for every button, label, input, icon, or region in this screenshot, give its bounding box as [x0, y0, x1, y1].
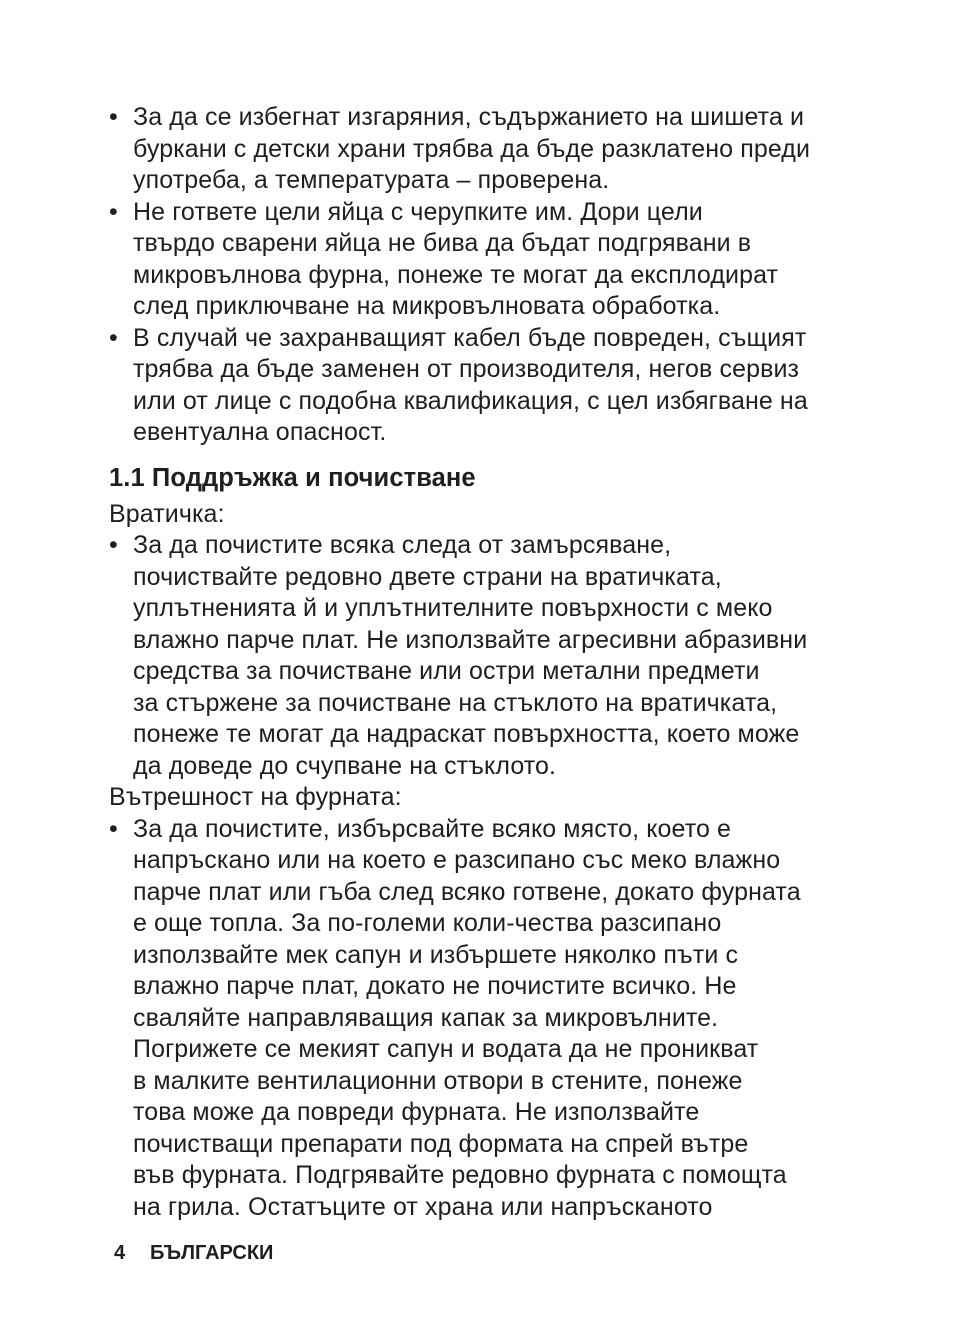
bullet-text [133, 197, 854, 323]
text-line: За да почистите, избърсвайте всяко място, което е [133, 814, 732, 843]
text-line: във фурната. Подгрявайте редовно фурната с помощта [133, 1161, 787, 1189]
text-line: употреба, а температурата – проверена. [133, 166, 610, 194]
text-line: напръскано или на което е разсипано със меко влажно [133, 846, 781, 874]
text-line: В случай че захранващият кабел бъде повреден, същият [133, 323, 807, 352]
text-line: след приключване на микровълновата обработка. [133, 292, 721, 320]
text-line: да доведе до счупване на стъклото. [133, 751, 557, 780]
list-item [109, 102, 854, 197]
text-line: почистващи препарати под формата на спрей вътре [133, 1129, 749, 1158]
text-line: сваляйте направляващия капак за микровълните. [133, 1003, 719, 1032]
text-line: микровълнова фурна, понеже те могат да експлодират [133, 260, 779, 289]
text-line: за стържене за почистване на стъклото на вратичката, [133, 688, 778, 717]
text-line: За да почистите всяка следа от замърсяване, [133, 531, 672, 559]
bullet-icon: • [109, 197, 118, 226]
page-footer [114, 1240, 273, 1266]
text-line: влажно парче плат, докато не почистите всичко. Не [133, 972, 737, 1000]
bullet-text [133, 323, 854, 449]
footer-language: БЪЛГАРСКИ [150, 1242, 274, 1264]
text-line: уплътненията й и уплътнителните повърхности с меко [133, 594, 773, 622]
text-line: твърдо сварени яйца не бива да бъдат подгрявани в [133, 229, 752, 257]
text-line: на грила. Остатъците от храна или напръсканото [133, 1192, 713, 1221]
list-item [109, 814, 854, 1224]
text-line: Погрижете се мекият сапун и водата да не проникват [133, 1035, 759, 1063]
section-heading: 1.1 Поддръжка и почистване [109, 463, 476, 492]
text-line: За да се избегнат изгаряния, съдържанието на шишета и [133, 103, 805, 131]
interior-bullet-list [109, 814, 854, 1224]
text-line: понеже те могат да надраскат повърхността, което може [133, 720, 800, 748]
text-line: почиствайте редовно двете страни на вратичката, [133, 562, 722, 591]
bullet-icon: • [109, 814, 118, 843]
text-line: Не гответе цели яйца с черупките им. Дори цели [133, 197, 703, 226]
list-item [109, 530, 854, 782]
bullet-text [133, 530, 854, 782]
text-line: е още топла. За по-големи коли-чества разсипано [133, 909, 722, 937]
page-number: 4 [114, 1242, 126, 1264]
list-item [109, 197, 854, 323]
bullet-icon: • [109, 103, 118, 131]
text-line: в малките вентилационни отвори в стените, понеже [133, 1066, 743, 1095]
bullet-text [133, 102, 854, 197]
bullet-text [133, 814, 854, 1224]
safety-bullet-list [109, 102, 854, 449]
text-line: или от лице с подобна квалификация, с цел избягване на [133, 386, 808, 415]
door-label: Вратичка: [109, 499, 225, 528]
text-line: трябва да бъде заменен от производителя, негов сервиз [133, 355, 800, 383]
text-line: използвайте мек сапун и избършете няколко пъти с [133, 940, 739, 969]
text-line: това може да повреди фурната. Не използвайте [133, 1098, 700, 1126]
text-line: парче плат или гъба след всяко готвене, докато фурната [133, 877, 801, 906]
door-bullet-list [109, 530, 854, 782]
interior-label: Вътрешност на фурната: [109, 783, 402, 811]
text-line: влажно парче плат. Не използвайте агресивни абразивни [133, 625, 808, 654]
text-line: евентуална опасност. [133, 418, 387, 446]
bullet-icon: • [109, 531, 118, 559]
text-line: средства за почистване или остри метални предмети [133, 657, 760, 685]
text-line: буркани с детски храни трябва да бъде разклатено преди [133, 134, 811, 163]
list-item [109, 323, 854, 449]
bullet-icon: • [109, 323, 118, 352]
page-content [109, 102, 854, 1223]
